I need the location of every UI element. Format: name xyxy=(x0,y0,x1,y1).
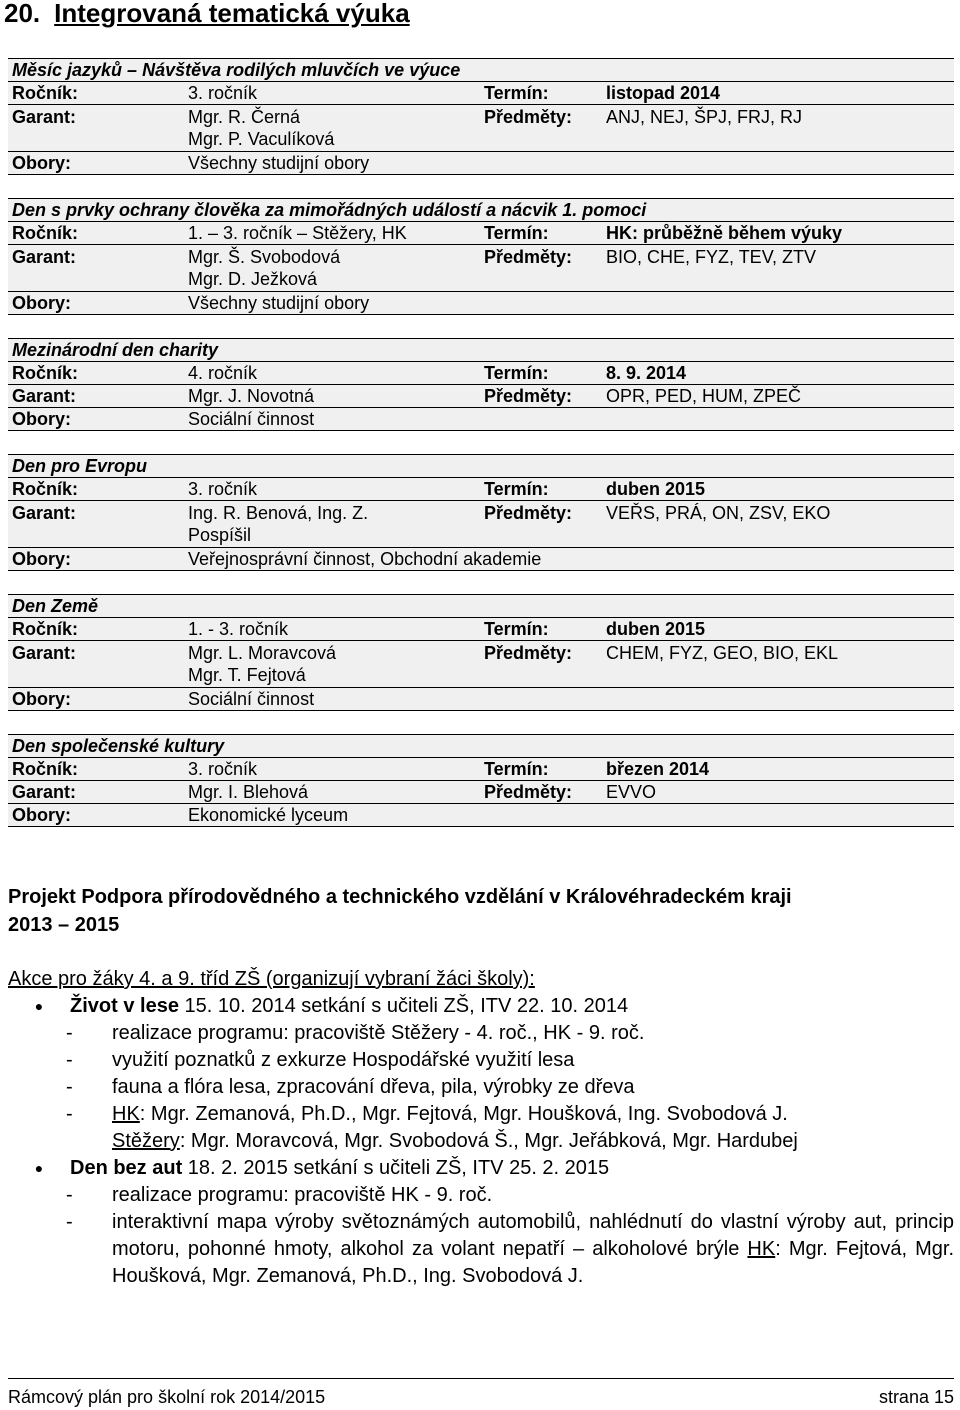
bullet-item xyxy=(8,993,954,1020)
predmety-value: OPR, PED, HUM, ZPEČ xyxy=(606,386,802,406)
garant-label: Garant: xyxy=(12,782,77,802)
garant-value: Mgr. J. Novotná xyxy=(188,386,315,406)
garant-value-2: Mgr. D. Ježková xyxy=(188,269,318,289)
event-title-row xyxy=(8,595,954,617)
section-number: 20. xyxy=(4,0,41,28)
event-title: Den Země xyxy=(12,596,99,616)
project-title xyxy=(8,883,954,939)
footer-left: Rámcový plán pro školní rok 2014/2015 xyxy=(8,1387,326,1407)
event-title-row xyxy=(8,735,954,757)
event-title: Mezinárodní den charity xyxy=(12,340,219,360)
stezery-text: : Mgr. Moravcová, Mgr. Svobodová Š., Mgr. Jeřábková, Mgr. Hardubej xyxy=(179,1130,798,1152)
obory-label: Obory: xyxy=(12,153,72,173)
event-table xyxy=(8,58,954,175)
garant-label: Garant: xyxy=(12,643,77,663)
activities-list xyxy=(8,993,954,1290)
obory-label: Obory: xyxy=(12,689,72,709)
sub-item: - interaktivní mapa výroby světoznámých automobilů, nahlédnutí do vlastní výroby aut, princip motoru, pohonné hmoty, alkohol za volant nepatří – alkoholové brýle HK: Mgr. Fejtová, Mgr. Houšková, Mgr. Zemanová, Ph.D., Ing. Svobodová J. xyxy=(8,1209,954,1290)
obory-value: Sociální činnost xyxy=(188,409,315,429)
events-list xyxy=(8,58,954,850)
event-title: Den s prvky ochrany člověka za mimořádných událostí a nácvik 1. pomoci xyxy=(12,200,647,220)
termin-label: Termín: xyxy=(484,479,549,499)
obory-row xyxy=(8,407,954,430)
garant-value-2: Mgr. T. Fejtová xyxy=(188,665,306,685)
garant-label: Garant: xyxy=(12,247,77,267)
rocnik-row xyxy=(8,221,954,244)
rocnik-label: Ročník: xyxy=(12,363,79,383)
section-heading xyxy=(4,0,410,26)
obory-row xyxy=(8,291,954,314)
long-text-b: : Mgr. Fejtová, Mgr. Houšková, Mgr. Zemanová, Ph.D., Ing. Svobodová J. xyxy=(112,1238,955,1287)
akce-heading: Akce pro žáky 4. a 9. tříd ZŠ (organizují vybraní žáci školy): xyxy=(8,968,535,990)
event-title-row xyxy=(8,59,954,81)
event-title-row xyxy=(8,199,954,221)
termin-label: Termín: xyxy=(484,619,549,639)
project-title-line2: 2013 – 2015 xyxy=(8,914,120,936)
rocnik-label: Ročník: xyxy=(12,479,79,499)
garant-value: Mgr. I. Blehová xyxy=(188,782,309,802)
footer-page: strana 15 xyxy=(878,1387,954,1407)
obory-value: Všechny studijní obory xyxy=(188,293,370,313)
rocnik-row xyxy=(8,477,954,500)
hk-label: HK xyxy=(747,1238,776,1260)
sub-text-long xyxy=(112,1209,954,1290)
bullet-rest: 18. 2. 2015 setkání s učiteli ZŠ, ITV 25. 2. 2015 xyxy=(182,1157,610,1179)
obory-value: Ekonomické lyceum xyxy=(188,805,349,825)
predmety-value: VEŘS, PRÁ, ON, ZSV, EKO xyxy=(606,503,831,523)
event-title: Den společenské kultury xyxy=(12,736,225,756)
predmety-value: CHEM, FYZ, GEO, BIO, EKL xyxy=(606,643,839,663)
bullet-item xyxy=(8,1155,954,1182)
rocnik-label: Ročník: xyxy=(12,619,79,639)
obory-row xyxy=(8,547,954,570)
termin-value: duben 2015 xyxy=(606,619,706,639)
bullet-rest: 15. 10. 2014 setkání s učiteli ZŠ, ITV 22. 10. 2014 xyxy=(178,995,629,1017)
event-table xyxy=(8,594,954,711)
bullet-bold: Den bez aut xyxy=(70,1157,183,1179)
obory-row xyxy=(8,151,954,174)
termin-value: HK: průběžně během výuky xyxy=(606,223,843,243)
obory-row xyxy=(8,803,954,826)
rocnik-value: 4. ročník xyxy=(188,363,258,383)
garant-value-2: Mgr. P. Vaculíková xyxy=(188,129,335,149)
sub-text: využití poznatků z exkurze Hospodářské využití lesa xyxy=(112,1049,575,1071)
garant-row xyxy=(8,384,954,407)
obory-row xyxy=(8,687,954,710)
predmety-label: Předměty: xyxy=(484,386,573,406)
obory-value: Všechny studijní obory xyxy=(188,153,370,173)
termin-value: březen 2014 xyxy=(606,759,710,779)
termin-value: 8. 9. 2014 xyxy=(606,363,687,383)
stezery-label: Stěžery xyxy=(112,1130,180,1152)
sub-item: - realizace programu: pracoviště Stěžery - 4. roč., HK - 9. roč. xyxy=(8,1020,954,1047)
event-table xyxy=(8,454,954,571)
rocnik-row xyxy=(8,757,954,780)
rocnik-label: Ročník: xyxy=(12,83,79,103)
termin-label: Termín: xyxy=(484,363,549,383)
rocnik-value: 3. ročník xyxy=(188,759,258,779)
obory-value: Sociální činnost xyxy=(188,689,315,709)
predmety-label: Předměty: xyxy=(484,643,573,663)
predmety-value: EVVO xyxy=(606,782,657,802)
event-title-row xyxy=(8,339,954,361)
termin-label: Termín: xyxy=(484,83,549,103)
event-table xyxy=(8,734,954,827)
garant-label: Garant: xyxy=(12,386,77,406)
rocnik-row xyxy=(8,617,954,640)
event-title: Den pro Evropu xyxy=(12,456,148,476)
predmety-value: BIO, CHE, FYZ, TEV, ZTV xyxy=(606,247,817,267)
sub-text: realizace programu: pracoviště HK - 9. roč. xyxy=(112,1184,493,1206)
event-title-row xyxy=(8,455,954,477)
hk-text: : Mgr. Zemanová, Ph.D., Mgr. Fejtová, Mgr. Houšková, Ing. Svobodová J. xyxy=(139,1103,788,1125)
obory-label: Obory: xyxy=(12,409,72,429)
rocnik-value: 1. - 3. ročník xyxy=(188,619,289,639)
rocnik-label: Ročník: xyxy=(12,223,79,243)
rocnik-value: 3. ročník xyxy=(188,479,258,499)
rocnik-value: 3. ročník xyxy=(188,83,258,103)
termin-value: listopad 2014 xyxy=(606,83,721,103)
garant-row xyxy=(8,780,954,803)
sub-item: - realizace programu: pracoviště HK - 9. roč. xyxy=(8,1182,954,1209)
rocnik-label: Ročník: xyxy=(12,759,79,779)
obory-label: Obory: xyxy=(12,293,72,313)
sub-item: - HK: Mgr. Zemanová, Ph.D., Mgr. Fejtová, Mgr. Houšková, Ing. Svobodová J. Stěžery: Mgr. Moravcová, Mgr. Svobodová Š., Mgr. Jeřábková, Mgr. Hardubej xyxy=(66,1103,798,1152)
garant-label: Garant: xyxy=(12,107,77,127)
garant-value: Mgr. L. Moravcová xyxy=(188,643,337,663)
termin-label: Termín: xyxy=(484,223,549,243)
garant-value: Ing. R. Benová, Ing. Z. xyxy=(188,503,369,523)
project-title-line1: Projekt Podpora přírodovědného a technického vzdělání v Královéhradeckém kraji xyxy=(8,886,792,908)
hk-label: HK xyxy=(112,1103,140,1125)
predmety-label: Předměty: xyxy=(484,782,573,802)
predmety-value: ANJ, NEJ, ŠPJ, FRJ, RJ xyxy=(606,107,803,127)
garant-row xyxy=(8,104,954,151)
bullet-bold: Život v lese xyxy=(70,995,179,1017)
rocnik-value: 1. – 3. ročník – Stěžery, HK xyxy=(188,223,407,243)
predmety-label: Předměty: xyxy=(484,503,573,523)
event-table xyxy=(8,338,954,431)
bullet-icon: ● xyxy=(34,998,44,1014)
bullet-icon: ● xyxy=(34,1160,44,1176)
garant-row xyxy=(8,500,954,547)
sub-item: - využití poznatků z exkurze Hospodářské využití lesa xyxy=(8,1047,954,1074)
rocnik-row xyxy=(8,81,954,104)
garant-label: Garant: xyxy=(12,503,77,523)
sub-item: - fauna a flóra lesa, zpracování dřeva, pila, výrobky ze dřeva xyxy=(8,1074,954,1101)
garant-value: Mgr. Š. Svobodová xyxy=(188,247,341,267)
obory-label: Obory: xyxy=(12,549,72,569)
termin-label: Termín: xyxy=(484,759,549,779)
termin-value: duben 2015 xyxy=(606,479,706,499)
garant-value-2: Pospíšil xyxy=(188,525,252,545)
garant-value: Mgr. R. Černá xyxy=(188,107,301,127)
sub-text: fauna a flóra lesa, zpracování dřeva, pila, výrobky ze dřeva xyxy=(112,1076,635,1098)
obory-value: Veřejnosprávní činnost, Obchodní akademie xyxy=(188,549,542,569)
event-title: Měsíc jazyků – Návštěva rodilých mluvčích ve výuce xyxy=(12,60,461,80)
sub-text: realizace programu: pracoviště Stěžery - 4. roč., HK - 9. roč. xyxy=(112,1022,645,1044)
event-table xyxy=(8,198,954,315)
garant-row xyxy=(8,244,954,291)
garant-row xyxy=(8,640,954,687)
page-footer xyxy=(8,1378,954,1408)
long-text-a: interaktivní mapa výroby světoznámých automobilů, nahlédnutí do vlastní výroby aut, princip motoru, pohonné hmoty, alkohol za volant nepatří – alkoholové brýle xyxy=(112,1211,954,1260)
predmety-label: Předměty: xyxy=(484,107,573,127)
obory-label: Obory: xyxy=(12,805,72,825)
rocnik-row xyxy=(8,361,954,384)
section-title: Integrovaná tematická výuka xyxy=(54,0,410,28)
predmety-label: Předměty: xyxy=(484,247,573,267)
